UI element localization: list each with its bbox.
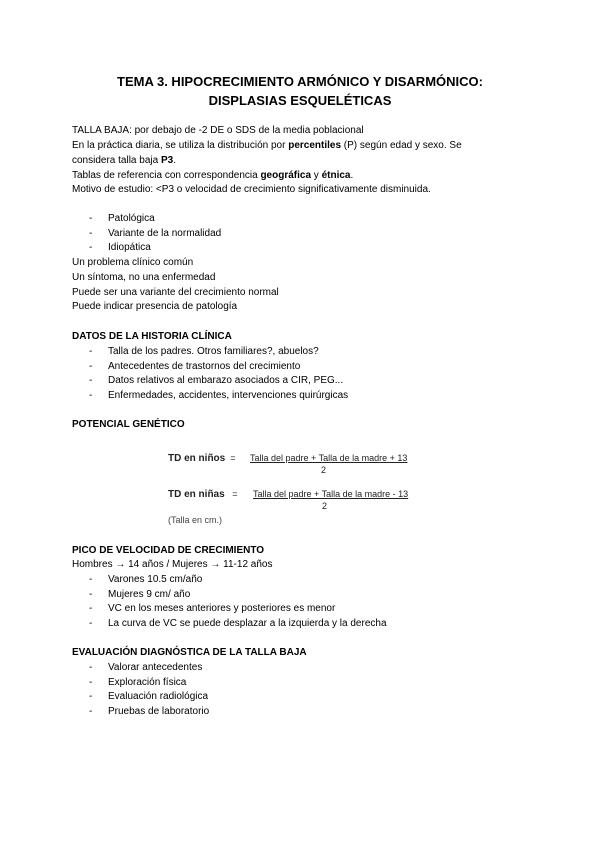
formula-girls-denominator: 2 <box>322 501 328 511</box>
velocity-peak-line: Hombres → 14 años / Mujeres → 11-12 años <box>72 559 273 570</box>
p3-line: considera talla baja P3. <box>72 155 176 166</box>
list-item: - Talla de los padres. Otros familiares?, abuelos? <box>89 346 319 357</box>
note-line: Puede ser una variante del crecimiento normal <box>72 287 279 298</box>
section-heading-genetic: POTENCIAL GENÉTICO <box>72 419 185 430</box>
list-item: - Evaluación radiológica <box>89 691 209 702</box>
formula-boys-label: TD en niños = <box>168 453 236 464</box>
section-heading-evaluation: EVALUACIÓN DIAGNÓSTICA DE LA TALLA BAJA <box>72 647 307 658</box>
list-item: - Valorar antecedentes <box>89 662 203 673</box>
list-item: - Variante de la normalidad <box>89 228 222 239</box>
list-item: - Pruebas de laboratorio <box>89 706 210 717</box>
formula-boys-numerator: Talla del padre + Talla de la madre + 13 <box>250 453 408 463</box>
list-item: - VC en los meses anteriores y posteriores es menor <box>89 603 336 614</box>
percentile-line: En la práctica diaria, se utiliza la distribución por percentiles (P) según edad y sexo. Se <box>72 140 462 151</box>
reference-tables-line: Tablas de referencia con correspondencia geográfica y étnica. <box>72 170 354 181</box>
section-heading-history: DATOS DE LA HISTORIA CLÍNICA <box>72 331 232 342</box>
list-item: - Exploración física <box>89 677 187 688</box>
page-title-line-1: TEMA 3. HIPOCRECIMIENTO ARMÓNICO Y DISARMÓNICO: <box>117 74 483 89</box>
formula-boys-denominator: 2 <box>321 465 327 475</box>
formula-girls-label: TD en niñas = <box>168 489 238 500</box>
list-item: - Datos relativos al embarazo asociados a CIR, PEG... <box>89 375 344 386</box>
study-reason-line: Motivo de estudio: <P3 o velocidad de crecimiento significativamente disminuida. <box>72 184 431 195</box>
formula-unit-note: (Talla en cm.) <box>168 515 223 525</box>
formula-girls-numerator: Talla del padre + Talla de la madre - 13 <box>253 489 409 499</box>
note-line: Puede indicar presencia de patología <box>72 301 238 312</box>
list-item: - Patológica <box>89 213 155 224</box>
page-title-line-2: DISPLASIAS ESQUELÉTICAS <box>208 93 392 108</box>
note-line: Un problema clínico común <box>72 257 194 268</box>
list-item: - Varones 10.5 cm/año <box>89 574 203 585</box>
list-item: - Antecedentes de trastornos del crecimiento <box>89 361 301 372</box>
list-item: - Enfermedades, accidentes, intervenciones quirúrgicas <box>89 390 349 401</box>
short-stature-definition: TALLA BAJA: por debajo de -2 DE o SDS de la media poblacional <box>72 125 364 136</box>
list-item: - Idiopática <box>89 242 151 253</box>
note-line: Un síntoma, no una enfermedad <box>72 272 216 283</box>
section-heading-velocity: PICO DE VELOCIDAD DE CRECIMIENTO <box>72 545 265 556</box>
list-item: - La curva de VC se puede desplazar a la izquierda y la derecha <box>89 618 387 629</box>
list-item: - Mujeres 9 cm/ año <box>89 589 191 600</box>
